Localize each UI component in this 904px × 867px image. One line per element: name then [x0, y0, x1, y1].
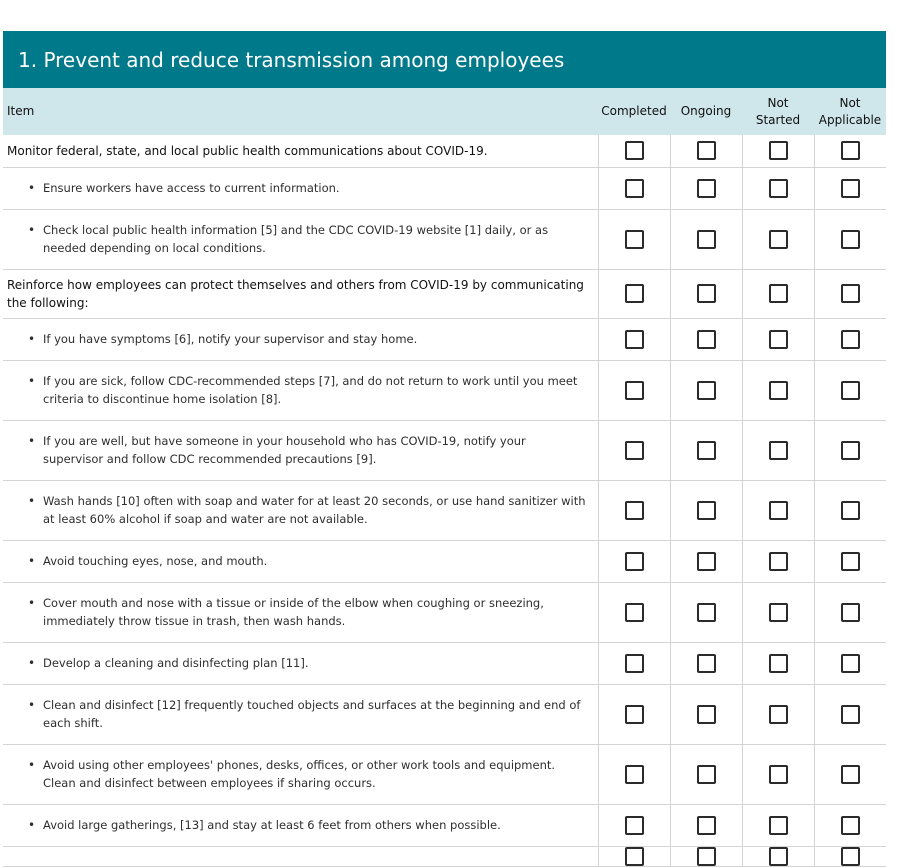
cell-ongoing: [670, 209, 742, 269]
not-applicable-checkbox[interactable]: [841, 552, 860, 571]
not-applicable-checkbox[interactable]: [841, 603, 860, 622]
cell-ongoing: [670, 420, 742, 480]
checklist-item-sub: [3, 804, 598, 846]
completed-checkbox[interactable]: [625, 816, 644, 835]
ongoing-checkbox[interactable]: [697, 441, 716, 460]
ongoing-checkbox[interactable]: [697, 847, 716, 866]
checklist-item-sub: [3, 540, 598, 582]
table-row: [3, 540, 886, 582]
column-header-completed: Completed: [601, 104, 667, 118]
table-row: [3, 642, 886, 684]
completed-checkbox[interactable]: [625, 284, 644, 303]
section-title: 1. Prevent and reduce transmission among employees: [3, 31, 886, 88]
cell-ongoing: [670, 540, 742, 582]
not-applicable-line-1: Not: [839, 95, 861, 110]
bullet-icon: •: [28, 698, 36, 712]
not-applicable-checkbox[interactable]: [841, 141, 860, 160]
completed-checkbox[interactable]: [625, 330, 644, 349]
cell-not-applicable: [814, 209, 886, 269]
ongoing-checkbox[interactable]: [697, 230, 716, 249]
checklist-table: [3, 88, 886, 867]
checklist-item-main: [3, 269, 598, 318]
completed-checkbox[interactable]: [625, 603, 644, 622]
column-header-not-applicable: [814, 88, 886, 135]
not-started-checkbox[interactable]: [769, 847, 788, 866]
ongoing-checkbox[interactable]: [697, 179, 716, 198]
not-applicable-checkbox[interactable]: [841, 816, 860, 835]
not-applicable-line-2: Applicable: [818, 112, 882, 127]
item-text: Monitor federal, state, and local public health communications about COVID-19.: [7, 143, 488, 158]
cell-completed: [598, 269, 670, 318]
bullet-icon: •: [28, 223, 36, 237]
ongoing-checkbox[interactable]: [697, 552, 716, 571]
checklist-item-sub: [3, 420, 598, 480]
cell-completed: [598, 846, 670, 866]
cell-completed: [598, 318, 670, 360]
not-applicable-checkbox[interactable]: [841, 765, 860, 784]
ongoing-checkbox[interactable]: [697, 654, 716, 673]
checklist-item-sub: [3, 480, 598, 540]
cell-completed: [598, 582, 670, 642]
cell-not-started: [742, 642, 814, 684]
not-applicable-checkbox[interactable]: [841, 654, 860, 673]
not-applicable-checkbox[interactable]: [841, 381, 860, 400]
cell-completed: [598, 167, 670, 209]
cell-not-applicable: [814, 480, 886, 540]
completed-checkbox[interactable]: [625, 141, 644, 160]
not-applicable-checkbox[interactable]: [841, 705, 860, 724]
ongoing-checkbox[interactable]: [697, 765, 716, 784]
not-applicable-checkbox[interactable]: [841, 847, 860, 866]
column-header-not-started: [742, 88, 814, 135]
not-started-checkbox[interactable]: [769, 705, 788, 724]
cell-not-applicable: [814, 540, 886, 582]
not-started-line-2: Started: [755, 112, 801, 127]
table-row: [3, 480, 886, 540]
cell-not-applicable: [814, 167, 886, 209]
cell-not-started: [742, 684, 814, 744]
bullet-icon: •: [28, 656, 36, 670]
not-applicable-checkbox[interactable]: [841, 330, 860, 349]
not-started-line-1: Not: [767, 95, 789, 110]
table-row: [3, 684, 886, 744]
bullet-icon: •: [28, 374, 36, 388]
cell-completed: [598, 642, 670, 684]
table-row: [3, 804, 886, 846]
completed-checkbox[interactable]: [625, 765, 644, 784]
checklist-item-sub: [3, 318, 598, 360]
cell-ongoing: [670, 167, 742, 209]
item-text: Develop a cleaning and disinfecting plan [11].: [43, 656, 309, 670]
not-started-checkbox[interactable]: [769, 654, 788, 673]
ongoing-checkbox[interactable]: [697, 330, 716, 349]
completed-checkbox[interactable]: [625, 179, 644, 198]
cell-not-applicable: [814, 318, 886, 360]
item-text: If you are sick, follow CDC-recommended steps [7], and do not return to work until you meet criteria to discontinue home isolation [8].: [43, 374, 578, 406]
completed-checkbox[interactable]: [625, 501, 644, 520]
item-text: Avoid large gatherings, [13] and stay at least 6 feet from others when possible.: [43, 818, 501, 832]
table-row: [3, 269, 886, 318]
checklist-item-sub: [3, 167, 598, 209]
completed-checkbox[interactable]: [625, 381, 644, 400]
cell-completed: [598, 480, 670, 540]
checklist-item-sub: [3, 744, 598, 804]
cell-not-started: [742, 135, 814, 167]
table-row: [3, 744, 886, 804]
checklist-item-main: [3, 135, 598, 167]
bullet-icon: •: [28, 332, 36, 346]
ongoing-checkbox[interactable]: [697, 141, 716, 160]
not-started-checkbox[interactable]: [769, 501, 788, 520]
cell-not-applicable: [814, 360, 886, 420]
cell-ongoing: [670, 846, 742, 866]
column-header-ongoing: Ongoing: [680, 104, 732, 118]
cell-ongoing: [670, 744, 742, 804]
not-started-checkbox[interactable]: [769, 141, 788, 160]
table-row: [3, 318, 886, 360]
checklist-item-sub: [3, 846, 598, 866]
not-started-checkbox[interactable]: [769, 603, 788, 622]
cell-completed: [598, 540, 670, 582]
not-started-checkbox[interactable]: [769, 441, 788, 460]
completed-checkbox[interactable]: [625, 847, 644, 866]
cell-completed: [598, 135, 670, 167]
cell-completed: [598, 420, 670, 480]
cell-ongoing: [670, 269, 742, 318]
cell-ongoing: [670, 642, 742, 684]
cell-completed: [598, 684, 670, 744]
bullet-icon: •: [28, 494, 36, 508]
cell-not-applicable: [814, 582, 886, 642]
not-started-checkbox[interactable]: [769, 230, 788, 249]
item-text: Avoid using other employees' phones, desks, offices, or other work tools and equipment. Clean and disinfect between employees if sharing occurs.: [43, 758, 556, 790]
ongoing-checkbox[interactable]: [697, 284, 716, 303]
completed-checkbox[interactable]: [625, 230, 644, 249]
bullet-icon: •: [28, 818, 36, 832]
item-text: Clean and disinfect [12] frequently touched objects and surfaces at the beginning and end of each shift.: [43, 698, 581, 730]
cell-not-started: [742, 318, 814, 360]
cell-not-started: [742, 209, 814, 269]
cell-not-started: [742, 846, 814, 866]
checklist-item-sub: [3, 209, 598, 269]
table-row: [3, 420, 886, 480]
bullet-icon: •: [28, 181, 36, 195]
cell-not-started: [742, 360, 814, 420]
checklist-item-sub: [3, 582, 598, 642]
not-started-checkbox[interactable]: [769, 765, 788, 784]
completed-checkbox[interactable]: [625, 654, 644, 673]
cell-not-started: [742, 480, 814, 540]
bullet-icon: •: [28, 434, 36, 448]
not-started-checkbox[interactable]: [769, 330, 788, 349]
checklist-item-sub: [3, 684, 598, 744]
checklist-item-sub: [3, 642, 598, 684]
not-started-checkbox[interactable]: [769, 816, 788, 835]
not-applicable-checkbox[interactable]: [841, 501, 860, 520]
cell-ongoing: [670, 135, 742, 167]
cell-not-started: [742, 540, 814, 582]
cell-not-applicable: [814, 744, 886, 804]
bullet-icon: •: [28, 554, 36, 568]
not-applicable-checkbox[interactable]: [841, 179, 860, 198]
item-text: If you have symptoms [6], notify your supervisor and stay home.: [43, 332, 418, 346]
cell-ongoing: [670, 804, 742, 846]
cell-not-applicable: [814, 642, 886, 684]
not-started-checkbox[interactable]: [769, 284, 788, 303]
not-applicable-checkbox[interactable]: [841, 230, 860, 249]
item-text: Ensure workers have access to current information.: [43, 181, 340, 195]
item-text: Check local public health information [5] and the CDC COVID-19 website [1] daily, or as needed depending on local conditions.: [43, 223, 549, 255]
ongoing-checkbox[interactable]: [697, 603, 716, 622]
cell-completed: [598, 744, 670, 804]
cell-ongoing: [670, 582, 742, 642]
not-started-checkbox[interactable]: [769, 381, 788, 400]
not-started-checkbox[interactable]: [769, 552, 788, 571]
cell-not-applicable: [814, 269, 886, 318]
table-row: [3, 209, 886, 269]
bullet-icon: •: [28, 596, 36, 610]
ongoing-checkbox[interactable]: [697, 816, 716, 835]
item-text: Reinforce how employees can protect themselves and others from COVID-19 by communicating the following:: [7, 277, 584, 310]
checklist-item-sub: [3, 360, 598, 420]
table-row: [3, 167, 886, 209]
cell-not-applicable: [814, 420, 886, 480]
ongoing-checkbox[interactable]: [697, 381, 716, 400]
cell-not-applicable: [814, 804, 886, 846]
cell-ongoing: [670, 318, 742, 360]
completed-checkbox[interactable]: [625, 552, 644, 571]
table-row: [3, 582, 886, 642]
cell-completed: [598, 804, 670, 846]
item-text: Avoid touching eyes, nose, and mouth.: [43, 554, 268, 568]
cell-not-started: [742, 804, 814, 846]
completed-checkbox[interactable]: [625, 705, 644, 724]
item-text: Wash hands [10] often with soap and water for at least 20 seconds, or use hand sanitizer with at least 60% alcohol if soap and water are not available.: [43, 494, 586, 526]
checklist-panel: [3, 31, 886, 867]
cell-not-started: [742, 167, 814, 209]
cell-not-started: [742, 744, 814, 804]
cell-not-applicable: [814, 846, 886, 866]
item-text: If you are well, but have someone in your household who has COVID-19, notify your supervisor and follow CDC recommended precautions [9].: [43, 434, 526, 466]
ongoing-checkbox[interactable]: [697, 501, 716, 520]
cell-ongoing: [670, 480, 742, 540]
cell-not-started: [742, 420, 814, 480]
item-text: Cover mouth and nose with a tissue or inside of the elbow when coughing or sneezing, immediately throw tissue in trash, then wash hands.: [43, 596, 544, 628]
table-header-row: [3, 88, 886, 135]
cell-not-applicable: [814, 135, 886, 167]
not-started-checkbox[interactable]: [769, 179, 788, 198]
bullet-icon: •: [28, 758, 36, 772]
cell-ongoing: [670, 684, 742, 744]
ongoing-checkbox[interactable]: [697, 705, 716, 724]
cell-completed: [598, 360, 670, 420]
not-applicable-checkbox[interactable]: [841, 441, 860, 460]
table-row: [3, 360, 886, 420]
not-applicable-checkbox[interactable]: [841, 284, 860, 303]
completed-checkbox[interactable]: [625, 441, 644, 460]
column-header-item: Item: [7, 104, 35, 118]
cell-not-started: [742, 582, 814, 642]
table-row: [3, 135, 886, 167]
cell-completed: [598, 209, 670, 269]
table-row: [3, 846, 886, 866]
cell-ongoing: [670, 360, 742, 420]
cell-not-started: [742, 269, 814, 318]
cell-not-applicable: [814, 684, 886, 744]
